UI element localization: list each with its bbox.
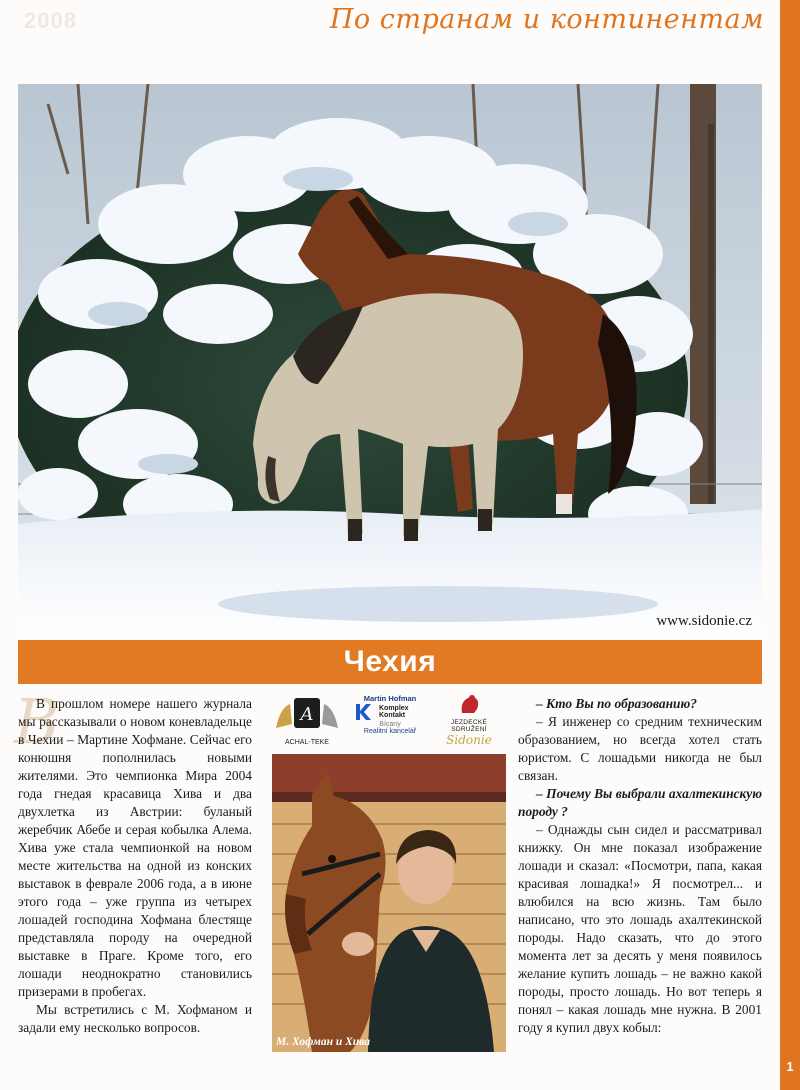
hero-url-credit: www.sidonie.cz — [656, 613, 752, 629]
man-with-horse-illustration — [272, 754, 506, 1052]
photo-caption: М. Хофман и Хива — [276, 1036, 370, 1048]
logo3-script-label: Sidonie — [446, 733, 492, 747]
logo2-top-label: Martin Hofman — [363, 694, 417, 703]
hero-photo — [18, 84, 762, 638]
rider-silhouette-icon — [432, 694, 506, 714]
logo2-sub-label: Bícany — [379, 721, 401, 728]
sidonie-logo — [432, 694, 506, 747]
interview-answer: – Я инженер со средним техническим образованием, но всегда хотел стать юристом. С лошадьми никогда не был связан. — [518, 714, 762, 783]
article-paragraph: Мы встретились с М. Хофманом и задали ему несколько вопросов. — [18, 1002, 252, 1035]
kk-letters-icon — [355, 703, 377, 721]
article-left-column — [14, 685, 252, 1037]
logo3-top-label: JEZDECKÉ SDRUŽENÍ — [450, 719, 488, 733]
svg-text:A: A — [300, 704, 314, 725]
page-edge-bar — [780, 0, 800, 1090]
section-title: Чехия — [343, 645, 437, 678]
interview-answer: – Однажды сын сидел и рассматривал книжку. Он мне показал изображение лошади и сказал: «Посмотри, папа, какая красивая лошадка!» Я посмотрел... и влюбился на всю жизнь. Там было написано, что это лошадь ахалтекинской породы. Надо сказать, что до этого момента лет за десять у меня появилось желание купить лошадь – не важно какой породы, просто лошадь. Но вот теперь я понял – какая лошадь мне нужна. В 2001 году я купил двух кобыл: — [518, 822, 762, 1035]
faint-year-watermark: 2008 — [24, 8, 77, 33]
komplex-kontakt-logo — [350, 694, 430, 744]
achal-teke-logo — [272, 694, 342, 744]
interview-question: – Кто Вы по образованию? — [536, 696, 697, 711]
logo2-brand-label: Komplex Kontakt — [379, 705, 409, 719]
article-right-column — [518, 695, 762, 1037]
section-header-title: По странам и континентам — [329, 4, 764, 35]
section-title-band — [18, 640, 762, 684]
logo2-bottom-label: Realitní kancelář — [363, 728, 417, 735]
logo1-label: ACHAL-TEKE — [285, 739, 329, 746]
dropcap-letter: В — [14, 685, 60, 758]
sponsor-logos — [272, 694, 506, 747]
article-paragraph: В прошлом номере нашего журнала мы рассказывали о новом коневладельце в Чехии – Мартине Хофмане. Сейчас его конюшня пополнилась новыми жителями. Это чемпионка Мира 2004 года гнедая красавица Хива и два двухлетка из Австрии: буланый жеребчик Абебе и серая кобылка Алема. Хива уже стала чемпионкой на новом месте жительства на одной из конских выставок в феврале 2006 года, а в июне этого года – уже группа из четырех лошадей господина Хофмана блестяще представляла породу на очередной выставке в Праге. Кроме того, его лошади неоднократно становились призерами в пробегах. — [18, 696, 252, 999]
horse-emblem-icon — [272, 694, 342, 734]
portrait-photo — [272, 754, 506, 1052]
hero-horses-illustration — [18, 84, 762, 638]
interview-question: – Почему Вы выбрали ахалтекинскую породу ? — [518, 786, 762, 819]
page-number: 1 — [786, 1059, 794, 1074]
